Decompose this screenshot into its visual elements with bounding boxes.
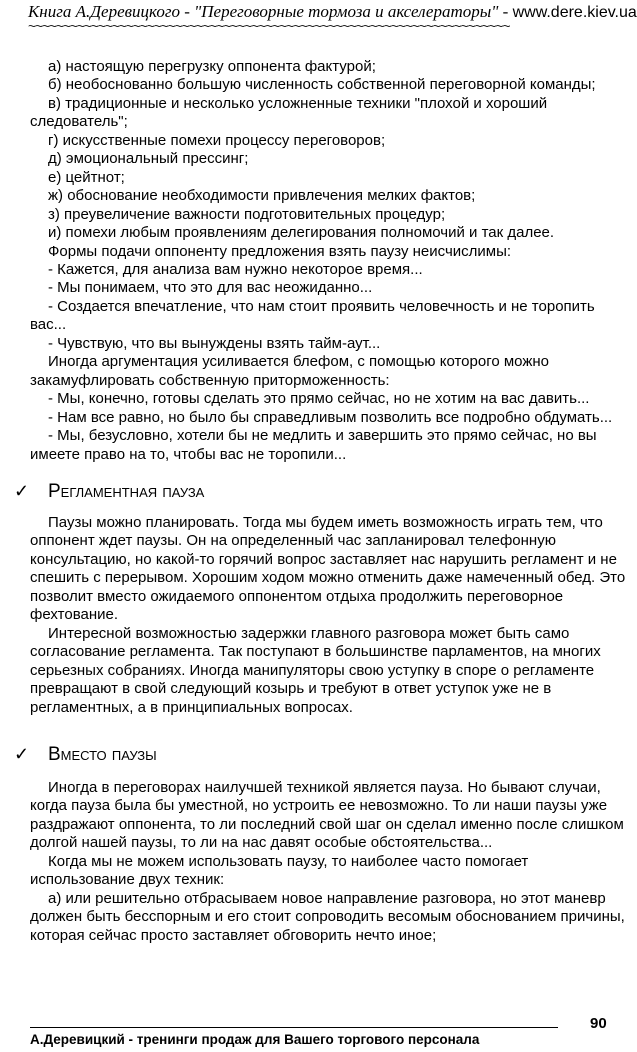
paragraph-block-3 (30, 779, 625, 945)
text-line: Паузы можно планировать. Тогда мы будем иметь возможность играть тем, что (48, 514, 603, 531)
text-line: долгой нашей паузы, то ли на нас давят особые обстоятельства... (30, 834, 493, 852)
text-line: оппонент ждет паузы. Он на определенный час запланировал телефонную (30, 532, 556, 550)
text-line: е) цейтнот; (48, 168, 125, 186)
text-line: консультацию, но какой-то горячий вопрос заставляет нас нарушить регламент и не (30, 550, 617, 568)
text-line: а) настоящую перегрузку оппонента фактурой; (48, 58, 376, 75)
text-line: а) или решительно отбрасываем новое направление разговора, но этот маневр (48, 889, 606, 907)
text-line: согласование регламента. Так поступают в большинстве парламентов, на многих (30, 643, 601, 661)
section-heading-2: ✓ Вместо паузы (14, 744, 157, 765)
text-line: которая сейчас просто заставляет обговорить нечто иное; (30, 926, 437, 944)
page-number: 90 (590, 1015, 607, 1032)
paragraph-block-1 (30, 58, 613, 464)
text-line: Формы подачи оппоненту предложения взять паузу неисчислимы: (48, 242, 512, 260)
text-line: в) традиционные и несколько усложненные техники "плохой и хороший (48, 94, 548, 112)
text-line: - Мы, конечно, готовы сделать это прямо сейчас, но не хотим на вас давить... (48, 390, 590, 408)
check-icon: ✓ (14, 744, 30, 764)
text-line: спешить с перерывом. Хорошим ходом можно отменить даже намеченный обед. Это (30, 569, 626, 587)
text-line: позволит вместо ожидаемого оппонентом отдыха продолжить переговорное (30, 587, 564, 605)
text-line: б) необоснованно большую численность собственной переговорной команды; (48, 76, 596, 94)
footer-rule (30, 1027, 558, 1028)
text-line: - Чувствую, что вы вынуждены взять тайм-аут... (48, 334, 381, 352)
text-line: ж) обоснование необходимости привлечения мелких фактов; (48, 187, 476, 205)
section-heading-1: ✓ Регламентная пауза (14, 481, 205, 502)
text-line: Иногда аргументация усиливается блефом, с помощью которого можно (48, 353, 549, 371)
text-line: следователь"; (30, 113, 128, 131)
website-link[interactable]: www.dere.kiev.ua (512, 4, 637, 21)
text-line: з) преувеличение важности подготовительных процедур; (48, 205, 446, 223)
check-icon: ✓ (14, 481, 30, 501)
text-line: закамуфлировать собственную приторможенность: (30, 371, 390, 389)
text-line: Когда мы не можем использовать паузу, то наиболее часто помогает (48, 852, 529, 870)
text-line: должен быть бесспорным и его стоит сопроводить весомым обоснованием причины, (30, 908, 625, 926)
text-line: и) помехи любым проявлениям делегирования полномочий и так далее. (48, 224, 555, 242)
text-line: Иногда в переговорах наилучшей техникой является пауза. Но бывают случаи, (48, 779, 601, 796)
text-line: - Нам все равно, но было бы справедливым позволить все подробно обдумать... (48, 408, 613, 426)
text-line: превращают в свой следующий козырь и требуют в ответ уступок уже не в (30, 680, 552, 698)
text-line: - Создается впечатление, что нам стоит проявить человечность и не торопить (48, 297, 595, 315)
text-line: вас... (30, 316, 67, 334)
header-divider: ~~~~~~~~~~~~~~~~~~~~~~~~~~~~~~~~~~~~~~~~~~~~~~~~~~~~~~~~~~~~~~~~~~~~~ (28, 18, 510, 34)
text-line: раздражают оппонента, то ли последний свой шаг он сделал именно после слишком (30, 815, 624, 833)
text-line: Интересной возможностью задержки главного разговора может быть само (48, 624, 570, 642)
text-line: - Мы понимаем, что это для вас неожиданно... (48, 279, 373, 297)
footer-text: А.Деревицкий - тренинги продаж для Вашего торгового персонала (30, 1032, 480, 1047)
book-title: Книга А.Деревицкого - "Переговорные тормоза и акселераторы" - (28, 2, 513, 21)
paragraph-block-2 (30, 514, 626, 717)
text-line: - Кажется, для анализа вам нужно некоторое время... (48, 260, 423, 278)
text-line: г) искусственные помехи процессу переговоров; (48, 131, 386, 149)
text-line: использование двух техник: (30, 871, 225, 889)
text-line: серьезных собраниях. Иногда манипуляторы свою уступку в споре о регламенте (30, 661, 595, 679)
text-line: фехтование. (30, 606, 119, 624)
text-line: - Мы, безусловно, хотели бы не медлить и завершить это прямо сейчас, но вы (48, 427, 597, 445)
text-line: когда пауза была бы уместной, но устроить ее невозможно. То ли наши паузы уже (30, 797, 608, 815)
text-line: д) эмоциональный прессинг; (48, 150, 249, 168)
text-line: имеете право на то, чтобы вас не торопили... (30, 445, 347, 463)
text-line: регламентных, а в принципиальных вопросах. (30, 698, 353, 716)
